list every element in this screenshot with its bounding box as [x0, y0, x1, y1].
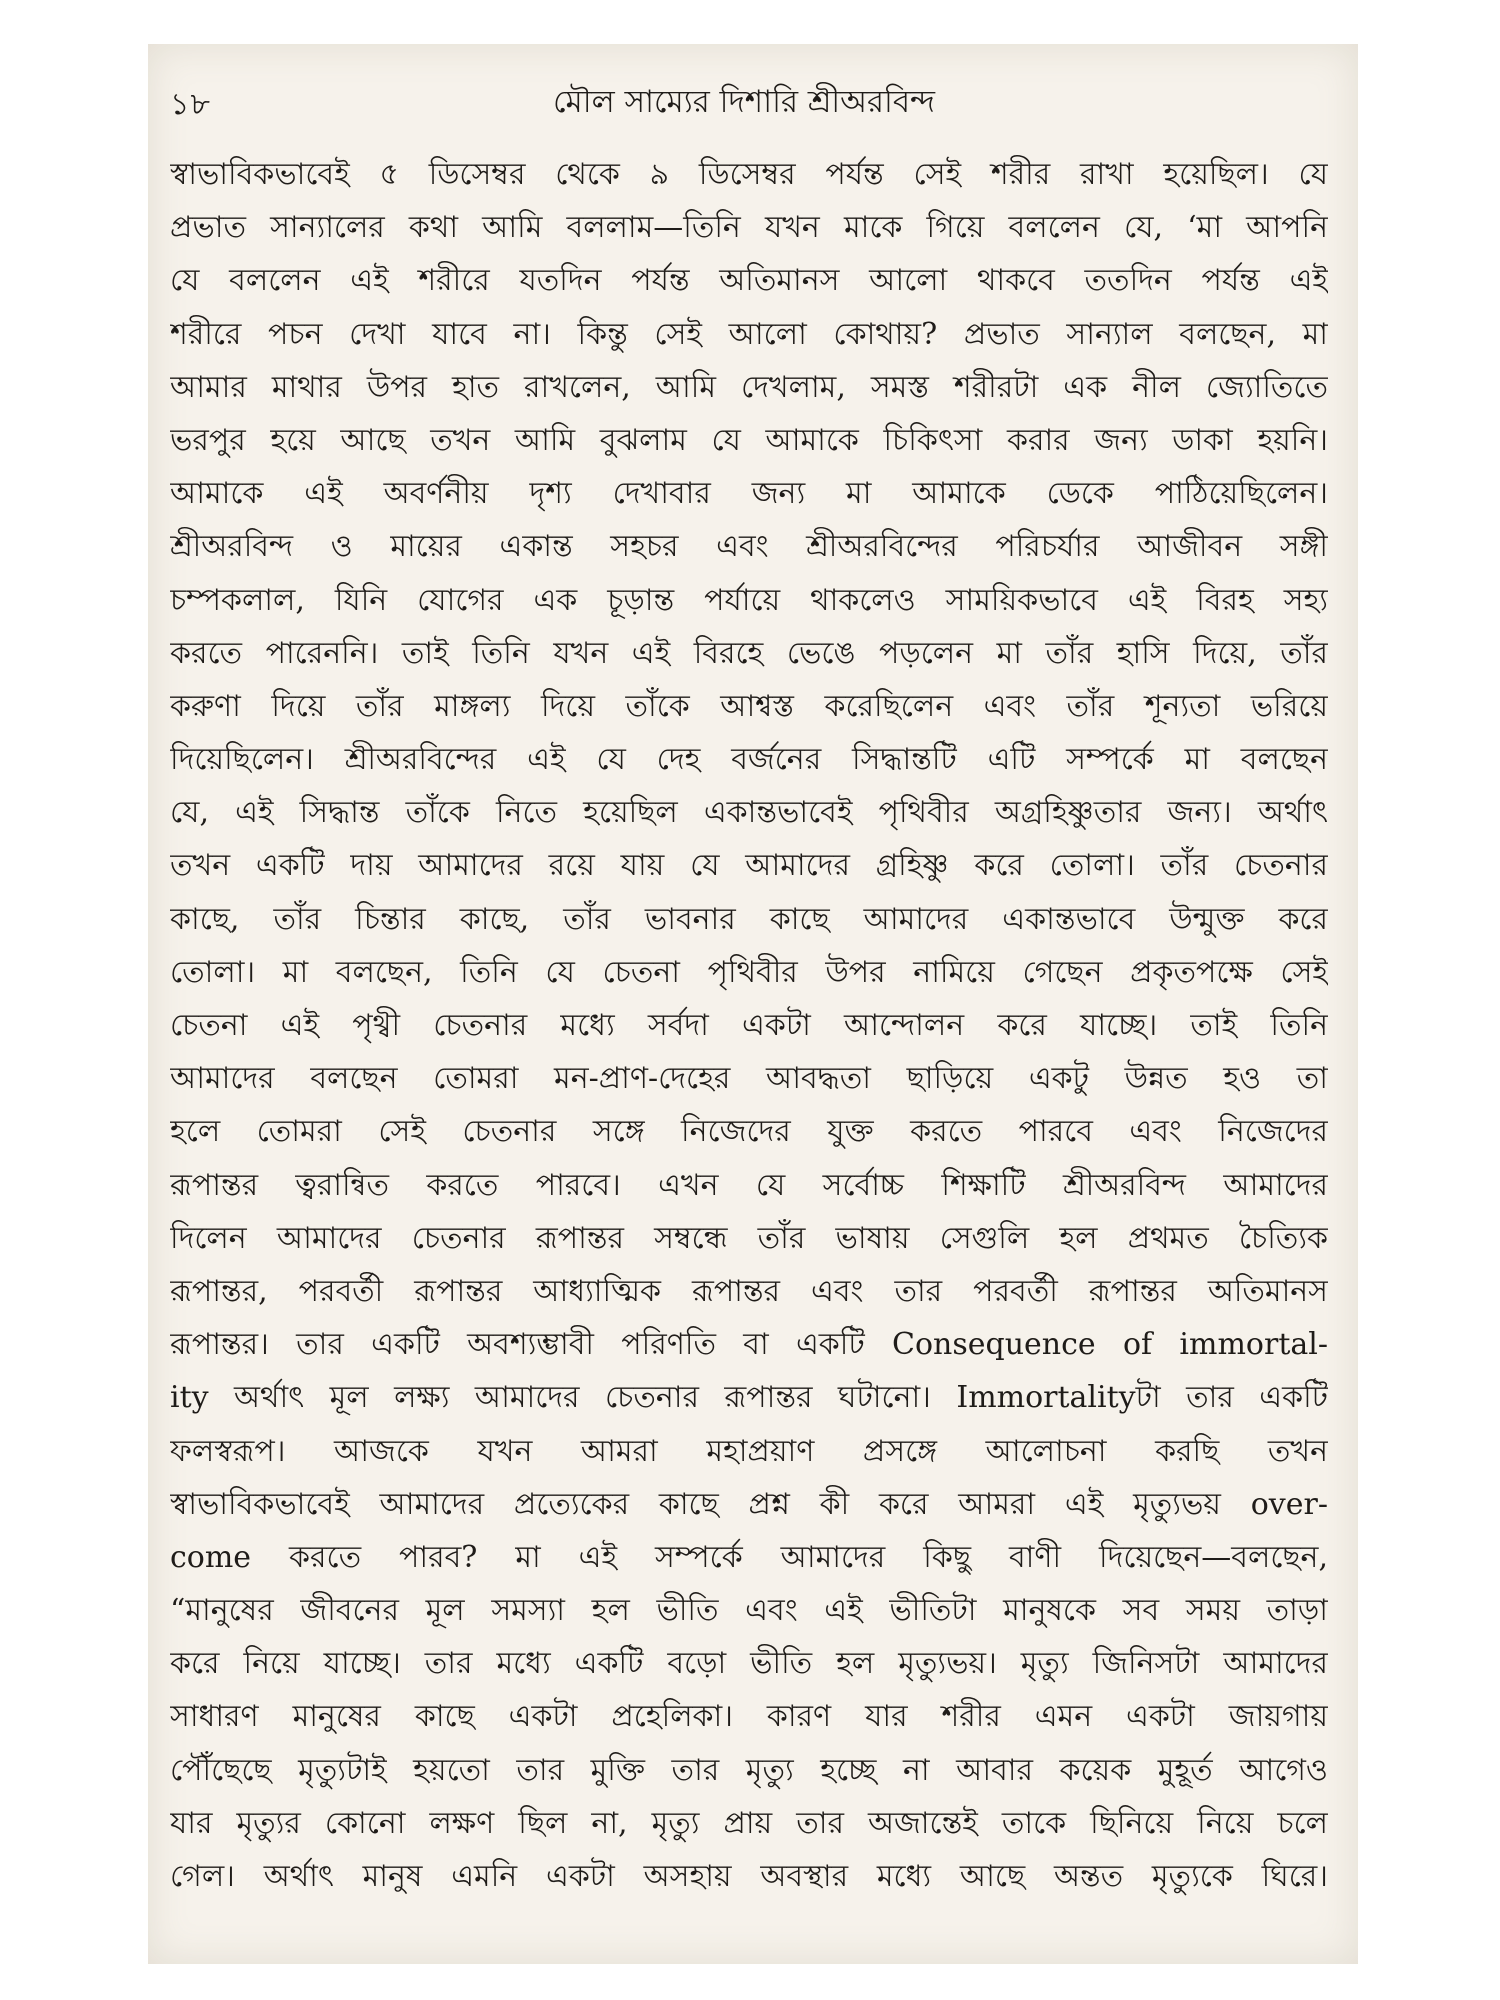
text-line: চেতনা এই পৃথ্বী চেতনার মধ্যে সর্বদা একটা আন্দোলন করে যাচ্ছে। তাই তিনি	[170, 1008, 1328, 1043]
text-line: করে নিয়ে যাচ্ছে। তার মধ্যে একটি বড়ো ভীতি হল মৃত্যুভয়। মৃত্যু জিনিসটা আমাদের	[170, 1646, 1328, 1682]
text-line: come করতে পারব? মা এই সম্পর্কে আমাদের কিছু বাণী দিয়েছেন—বলছেন,	[170, 1539, 1328, 1575]
text-line: রূপান্তর। তার একটি অবশ্যম্ভাবী পরিণতি বা একটি Consequence of immortal-	[170, 1327, 1328, 1363]
text-line: কাছে, তাঁর চিন্তার কাছে, তাঁর ভাবনার কাছে আমাদের একান্তভাবে উন্মুক্ত করে	[170, 901, 1328, 937]
text-line: ফলস্বরূপ। আজকে যখন আমরা মহাপ্রয়াণ প্রসঙ্গে আলোচনা করছি তখন	[170, 1433, 1328, 1469]
text-line: স্বাভাবিকভাবেই আমাদের প্রত্যেকের কাছে প্রশ্ন কী করে আমরা এই মৃত্যুভয় over-	[170, 1486, 1328, 1522]
running-title: মৌল সাম্যের দিশারি শ্রীঅরবিন্দ	[552, 84, 936, 120]
text-line: আমাকে এই অবর্ণনীয় দৃশ্য দেখাবার জন্য মা আমাকে ডেকে পাঠিয়েছিলেন।	[170, 476, 1328, 512]
text-line: যার মৃত্যুর কোনো লক্ষণ ছিল না, মৃত্যু প্রায় তার অজান্তেই তাকে ছিনিয়ে নিয়ে চলে	[170, 1805, 1328, 1841]
body-text	[170, 148, 1328, 1903]
text-line: গেল। অর্থাৎ মানুষ এমনি একটা অসহায় অবস্থার মধ্যে আছে অন্তত মৃত্যুকে ঘিরে।	[170, 1859, 1328, 1894]
text-line: পৌঁছেছে মৃত্যুটাই হয়তো তার মুক্তি তার মৃত্যু হচ্ছে না আবার কয়েক মুহূর্ত আগেও	[170, 1752, 1328, 1788]
text-line: দিয়েছিলেন। শ্রীঅরবিন্দের এই যে দেহ বর্জনের সিদ্ধান্তটি এটি সম্পর্কে মা বলছেন	[170, 742, 1328, 778]
text-line: “মানুষের জীবনের মূল সমস্যা হল ভীতি এবং এই ভীতিটা মানুষকে সব সময় তাড়া	[170, 1593, 1328, 1629]
text-line: হলে তোমরা সেই চেতনার সঙ্গে নিজেদের যুক্ত করতে পারবে এবং নিজেদের	[170, 1114, 1328, 1150]
book-page	[148, 44, 1358, 1964]
text-line: যে, এই সিদ্ধান্ত তাঁকে নিতে হয়েছিল একান্তভাবেই পৃথিবীর অগ্রহিষ্ণুতার জন্য। অর্থাৎ	[170, 795, 1328, 831]
text-line: রূপান্তর, পরবর্তী রূপান্তর আধ্যাত্মিক রূপান্তর এবং তার পরবর্তী রূপান্তর অতিমানস	[170, 1273, 1328, 1309]
text-line: আমাদের বলছেন তোমরা মন-প্রাণ-দেহের আবদ্ধতা ছাড়িয়ে একটু উন্নত হও তা	[170, 1061, 1328, 1097]
text-line: প্রভাত সান্যালের কথা আমি বললাম—তিনি যখন মাকে গিয়ে বললেন যে, ‘মা আপনি	[170, 210, 1328, 246]
page-header	[170, 74, 1318, 124]
text-line: তোলা। মা বলছেন, তিনি যে চেতনা পৃথিবীর উপর নামিয়ে গেছেন প্রকৃতপক্ষে সেই	[170, 954, 1328, 990]
text-line: চম্পকলাল, যিনি যোগের এক চূড়ান্ত পর্যায়ে থাকলেও সাময়িকভাবে এই বিরহ সহ্য	[170, 582, 1328, 618]
text-line: করতে পারেননি। তাই তিনি যখন এই বিরহে ভেঙে পড়লেন মা তাঁর হাসি দিয়ে, তাঁর	[170, 635, 1328, 671]
text-line: তখন একটি দায় আমাদের রয়ে যায় যে আমাদের গ্রহিষ্ণু করে তোলা। তাঁর চেতনার	[170, 848, 1328, 884]
text-line: শ্রীঅরবিন্দ ও মায়ের একান্ত সহচর এবং শ্রীঅরবিন্দের পরিচর্যার আজীবন সঙ্গী	[170, 529, 1328, 565]
text-line: আমার মাথার উপর হাত রাখলেন, আমি দেখলাম, সমস্ত শরীরটা এক নীল জ্যোতিতে	[170, 369, 1328, 405]
text-line: ভরপুর হয়ে আছে তখন আমি বুঝলাম যে আমাকে চিকিৎসা করার জন্য ডাকা হয়নি।	[170, 422, 1328, 458]
text-line: করুণা দিয়ে তাঁর মাঙ্গল্য দিয়ে তাঁকে আশ্বস্ত করেছিলেন এবং তাঁর শূন্যতা ভরিয়ে	[170, 688, 1328, 724]
text-line: সাধারণ মানুষের কাছে একটা প্রহেলিকা। কারণ যার শরীর এমন একটা জায়গায়	[170, 1699, 1328, 1735]
text-line: শরীরে পচন দেখা যাবে না। কিন্তু সেই আলো কোথায়? প্রভাত সান্যাল বলছেন, মা	[170, 316, 1328, 352]
text-line: স্বাভাবিকভাবেই ৫ ডিসেম্বর থেকে ৯ ডিসেম্বর পর্যন্ত সেই শরীর রাখা হয়েছিল। যে	[170, 157, 1328, 192]
text-line: ity অর্থাৎ মূল লক্ষ্য আমাদের চেতনার রূপান্তর ঘটানো। Immortalityটা তার একটি	[170, 1380, 1328, 1416]
text-line: দিলেন আমাদের চেতনার রূপান্তর সম্বন্ধে তাঁর ভাষায় সেগুলি হল প্রথমত চৈত্যিক	[170, 1220, 1328, 1256]
page-number: ১৮	[170, 87, 211, 122]
text-line: যে বললেন এই শরীরে যতদিন পর্যন্ত অতিমানস আলো থাকবে ততদিন পর্যন্ত এই	[170, 263, 1328, 299]
text-line: রূপান্তর ত্বরান্বিত করতে পারবে। এখন যে সর্বোচ্চ শিক্ষাটি শ্রীঅরবিন্দ আমাদের	[170, 1167, 1328, 1203]
